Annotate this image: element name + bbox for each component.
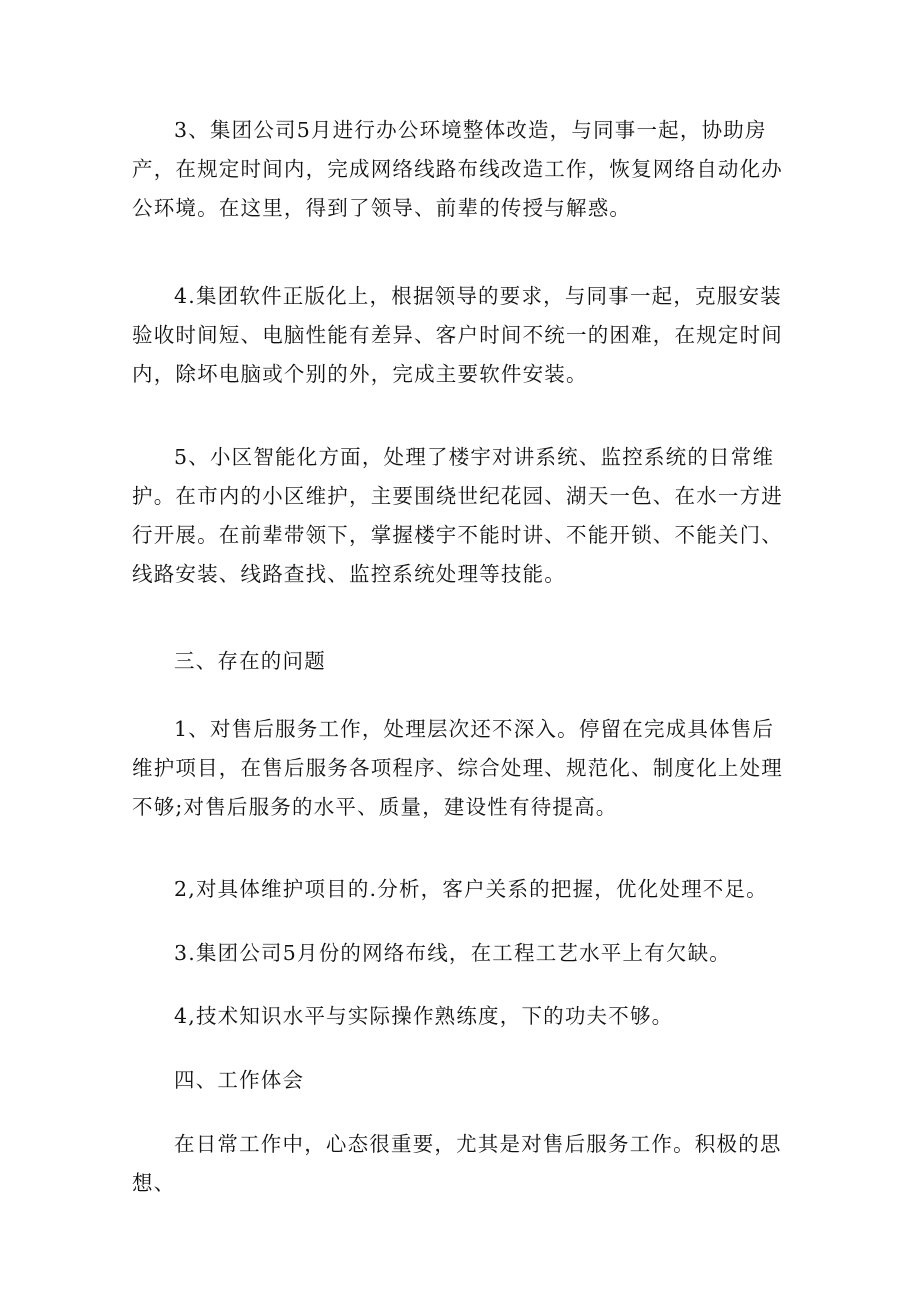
- paragraph-experience: 在日常工作中，心态很重要，尤其是对售后服务工作。积极的思想、: [132, 1132, 782, 1195]
- paragraph-problem-3: 3.集团公司5月份的网络布线，在工程工艺水平上有欠缺。: [174, 941, 732, 965]
- paragraph-problem-4: 4,技术知识水平与实际操作熟练度，下的功夫不够。: [174, 1004, 674, 1028]
- section-heading-experience: 四、工作体会: [174, 1068, 305, 1092]
- paragraph-software-licensing: 4.集团软件正版化上，根据领导的要求，与同事一起，克服安装验收时间短、电脑性能有差异、客户时间不统一的困难，在规定时间内，除坏电脑或个别的外，完成主要软件安装。: [132, 284, 783, 386]
- paragraph-office-renovation: 3、集团公司5月进行办公环境整体改造，与同事一起，协助房产，在规定时间内，完成网络线路布线改造工作，恢复网络自动化办公环境。在这里，得到了领导、前辈的传授与解惑。: [132, 118, 783, 220]
- paragraph-problem-1: 1、对售后服务工作，处理层次还不深入。停留在完成具体售后维护项目，在售后服务各项程序、综合处理、规范化、制度化上处理不够;对售后服务的水平、质量，建设性有待提高。: [132, 717, 783, 819]
- paragraph-problem-2: 2,对具体维护项目的.分析，客户关系的把握，优化处理不足。: [174, 877, 768, 901]
- paragraph-smart-community: 5、小区智能化方面，处理了楼宇对讲系统、监控系统的日常维护。在市内的小区维护，主要围绕世纪花园、湖天一色、在水一方进行开展。在前辈带领下，掌握楼宇不能时讲、不能开锁、不能关门、线路安装、线路查找、监控系统处理等技能。: [132, 445, 783, 586]
- section-heading-problems: 三、存在的问题: [174, 649, 326, 673]
